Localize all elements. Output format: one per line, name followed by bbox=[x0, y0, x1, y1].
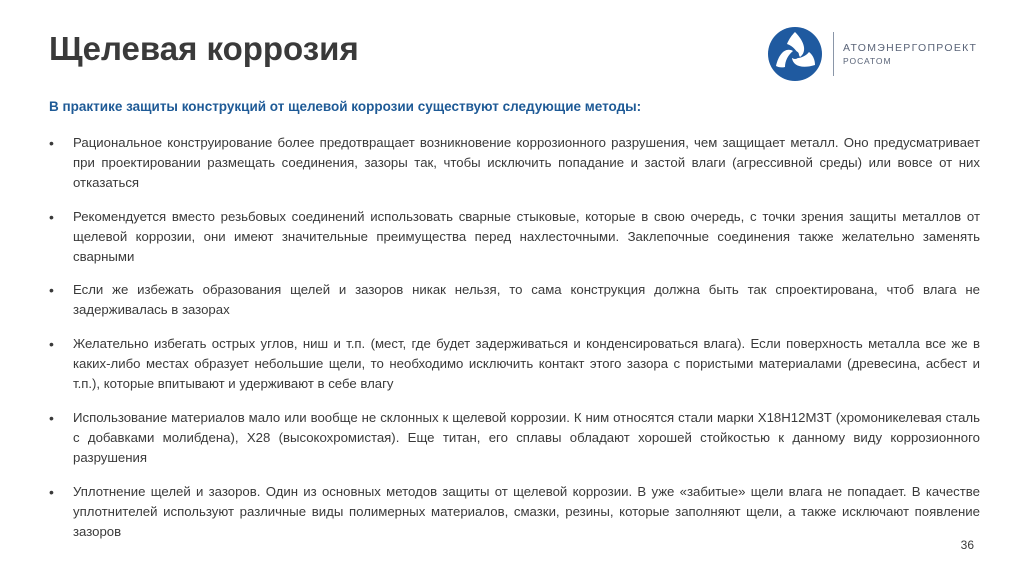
page-title: Щелевая коррозия bbox=[49, 30, 359, 67]
logo-divider bbox=[833, 32, 834, 76]
list-item bbox=[49, 133, 980, 193]
list-item-text: Использование материалов мало или вообще не склонных к щелевой коррозии. К ним относятся стали марки Х18Н12М3Т (хромоникелевая сталь с добавками молибдена), Х28 (высокохромистая). Еще титан, его сплавы обладают хорошей стойкостью к данному виду коррозионного разрушения bbox=[73, 410, 980, 465]
list-item bbox=[49, 334, 980, 394]
bullet-icon: • bbox=[49, 209, 54, 225]
company-logo bbox=[767, 26, 977, 82]
logo-company-name: АТОМЭНЕРГОПРОЕКТ bbox=[843, 41, 978, 54]
bullet-icon: • bbox=[49, 336, 54, 352]
list-item bbox=[49, 482, 980, 542]
bullet-icon: • bbox=[49, 484, 54, 500]
list-item-text: Уплотнение щелей и зазоров. Один из основных методов защиты от щелевой коррозии. В уже «забитые» щели влага не попадает. В качестве уплотнителей используют различные виды полимерных материалов, смазки, резины, которые заполняют щели, а также исключают появление зазоров bbox=[73, 484, 980, 539]
list-item bbox=[49, 207, 980, 267]
list-item-text: Желательно избегать острых углов, ниш и т.п. (мест, где будет задерживаться и конденсироваться влага). Если поверхность металла все же в каких-либо местах образует небольшие щели, то необходимо исключить контакт этого зазора с пористыми материалами (древесина, асбест и т.п.), которые впитывают и удерживают в себе влагу bbox=[73, 336, 980, 391]
bullet-icon: • bbox=[49, 135, 54, 151]
rosatom-atom-icon bbox=[767, 26, 823, 82]
methods-list bbox=[49, 133, 980, 542]
bullet-icon: • bbox=[49, 410, 54, 426]
list-item-text: Рациональное конструирование более предотвращает возникновение коррозионного разрушения, чем защищает металл. Оно предусматривает при проектировании размещать соединения, зазоры так, чтобы исключить попадание и застой влаги (агрессивной среды) или вовсе от них отказаться bbox=[73, 135, 980, 190]
list-item bbox=[49, 280, 980, 320]
list-item bbox=[49, 408, 980, 468]
intro-text: В практике защиты конструкций от щелевой коррозии существуют следующие методы: bbox=[49, 99, 642, 114]
logo-text bbox=[843, 42, 977, 67]
list-item-text: Рекомендуется вместо резьбовых соединений использовать сварные стыковые, которые в свою очередь, с точки зрения защиты металлов от щелевой коррозии, они имеют значительные преимущества перед нахлесточными. Заклепочные соединения также желательно заменять сварными bbox=[73, 209, 980, 264]
bullet-icon: • bbox=[49, 282, 54, 298]
list-item-text: Если же избежать образования щелей и зазоров никак нельзя, то сама конструкция должна быть так спроектирована, чтоб влага не задерживалась в зазорах bbox=[73, 282, 980, 317]
logo-subtitle: РОСАТОМ bbox=[843, 55, 892, 66]
page-number: 36 bbox=[960, 538, 974, 552]
